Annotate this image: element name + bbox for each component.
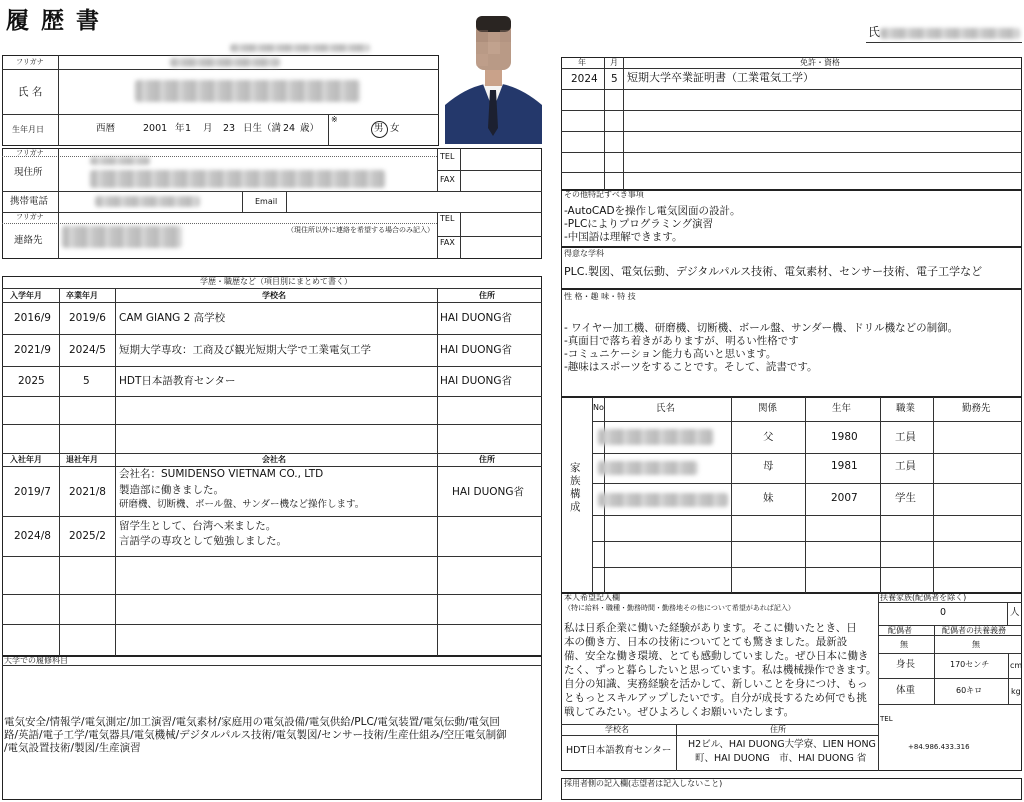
document-title: 履 歴 書 [6,8,102,34]
gender-male: 男 [374,123,384,134]
year-unit: 年 [175,123,185,134]
edu-row1-start: 2016/9 [14,312,51,324]
school-address-line1: H2ビル、HAI DUONG大学寮、LIEN HONG [688,739,876,750]
dependents-count: 0 [940,607,947,618]
name-label: 氏 名 [18,86,43,98]
family-header-year: 生年 [832,403,852,414]
blurred-address [90,170,385,188]
family-row2-relation: 母 [763,460,774,472]
school-address-label: 住所 [770,725,786,734]
email-label: Email [255,197,278,206]
family-row3-year: 2007 [831,492,858,504]
edu-row3-start: 2025 [18,375,45,387]
family-header-relation: 関係 [758,403,778,414]
blurred-name [135,80,360,102]
address-fax-label: FAX [440,175,455,184]
work-header-end: 退社年月 [66,455,98,464]
work-row2-start: 2024/8 [14,530,51,542]
special-line1: -AutoCADを操作し電気図面の設計。 [564,205,741,217]
work-row1-line2: 製造部に働きました。 [119,484,224,496]
work-row2-line2: 言語学の専攻として勉強しました。 [119,535,287,547]
family-row3-job: 学生 [895,492,916,504]
spouse-value: 無 [900,640,908,649]
wishes-line5: 自分の知識、実務経験を活かして、新しいことを身につけ、もっ [564,678,868,690]
name-header-label: 氏 [868,25,881,39]
edu-row1-school: CAM GIANG 2 高学校 [119,312,226,324]
gender-female: 女 [390,123,400,134]
work-row1-line3: 研磨機、切断機、ボール盤、サンダー機など操作します。 [119,499,365,510]
special-title: その他特記すべき事項 [564,190,644,199]
month-unit: 月 [203,123,213,134]
personality-line2: -真面目で落ち着きがありますが、明るい性格です [564,335,799,347]
personality-line3: -コミュニケーション能力も高いと思います。 [564,348,777,360]
special-line2: -PLCによりプログラミング演習 [564,218,714,230]
furigana-label: フリガナ [16,58,44,66]
height-unit: cm [1010,661,1023,670]
wishes-line3: 備、安全な働き環境、とても感動していました。ぜひ日本に働き [564,650,869,662]
work-row1-line1: 会社名：SUMIDENSO VIETNAM CO., LTD [119,468,324,480]
family-header-job: 職業 [896,403,916,414]
personality-line4: -趣味はスポーツをすることです。そして、読書です。 [564,361,818,373]
personality-line1: - ワイヤー加工機、研磨機、切断機、ボール盤、サンダー機、ドリル機などの制御。 [564,322,959,334]
family-row1-relation: 父 [763,431,774,443]
dependents-tel-label: TEL [880,715,893,723]
weight-unit: kg [1011,687,1021,696]
subjects-text: PLC.製図、電気伝動、デジタルパルス技術、電気素材、センサー技術、電子工学など [564,265,983,278]
work-row2-line1: 留学生として、台湾へ来ました。 [119,520,277,532]
license-row1-month: 5 [611,73,618,85]
contact-label: 連絡先 [14,235,43,246]
height-value: 170センチ [950,660,990,669]
edu-header-end: 卒業年月 [66,291,98,300]
work-header-company: 会社名 [262,455,286,464]
spouse-label: 配偶者 [888,626,912,635]
applicant-photo [445,10,542,144]
dob-day: 23 [223,123,236,134]
work-header-start: 入社年月 [10,455,42,464]
edu-row3-school: HDT日本語教育センター [119,375,236,387]
work-row2-end: 2025/2 [69,530,106,542]
family-header-workplace: 勤務先 [962,403,991,414]
edu-row2-start: 2021/9 [14,344,51,356]
blurred-address-furigana [90,157,150,165]
license-header-year: 年 [578,58,586,67]
weight-value: 60キロ [956,686,983,695]
blurred-family-2 [598,461,698,475]
family-row1-job: 工員 [895,431,916,443]
work-row1-start: 2019/7 [14,486,51,498]
license-row1-year: 2024 [571,73,598,85]
blurred-name-header [880,28,1020,39]
dependents-unit: 人 [1010,607,1020,618]
edu-header-start: 入学年月 [10,291,42,300]
contact-note: （現住所以外に連絡を希望する場合のみ記入） [287,226,434,234]
address-furigana-label: フリガナ [16,149,44,157]
height-label: 身長 [896,659,916,670]
wishes-line7: 戦してみたい。ぜひよろしくお願いいたします。 [564,706,795,718]
special-line3: -中国語は理解できます。 [564,231,683,243]
edu-row3-end: 5 [83,375,90,387]
contact-tel-label: TEL [440,214,455,223]
subjects-title: 得意な学科 [564,249,604,258]
edu-row1-end: 2019/6 [69,312,106,324]
weight-label: 体重 [896,685,916,696]
dob-label: 生年月日 [12,125,44,134]
family-row1-year: 1980 [831,431,858,443]
family-row2-job: 工員 [895,460,916,472]
edu-row1-address: HAI DUONG省 [440,312,513,324]
address-label: 現住所 [14,167,43,178]
blurred-furigana [170,58,280,67]
courses-line2: 路/英語/電子工学/電気器具/電気機械/デジタルパルス技術/電気製図/センサー技術/生産仕組み/空圧電気制御 [4,729,507,741]
work-header-address: 住所 [479,455,495,464]
edu-header-address: 住所 [479,291,495,300]
blurred-date [230,44,370,52]
family-row2-year: 1981 [831,460,858,472]
edu-header-school: 学校名 [262,291,286,300]
license-header-month: 月 [610,58,618,67]
contact-fax-label: FAX [440,238,455,247]
day-age: 日生（満 [243,123,282,134]
family-side-label: 家 族 構 成 [570,462,581,513]
license-row1-name: 短期大学卒業証明書（工業電気工学） [627,71,814,84]
courses-line1: 電気安全/情報学/電気測定/加工演習/電気素材/家庭用の電気設備/電気供給/PLC/電気装置/電気伝動/電気回 [4,716,500,728]
edu-row2-address: HAI DUONG省 [440,344,513,356]
edu-row3-address: HAI DUONG省 [440,375,513,387]
school-label: 学校名 [605,725,629,734]
wishes-line1: 私は日系企業に働いた経験があります。そこに働いたとき、日 [564,622,857,634]
family-header-no: No [593,403,604,412]
school-name: HDT日本語教育センター [566,745,672,756]
work-row1-address: HAI DUONG省 [452,486,525,498]
school-address-line2: 町、HAI DUONG 市、HAI DUONG 省 [695,753,867,764]
mobile-label: 携帯電話 [10,196,49,207]
work-row1-end: 2021/8 [69,486,106,498]
personality-title: 性 格・趣 味・特 技 [564,292,636,301]
blurred-family-3 [598,493,728,507]
dependents-title: 扶養家族(配偶者を除く) [880,593,967,602]
family-row3-relation: 妹 [763,492,774,504]
age-unit: 歳） [300,123,320,134]
license-header-name: 免許・資格 [800,58,840,67]
dob-year: 2001 [143,123,168,134]
blurred-family-1 [598,429,713,445]
history-section-title: 学歴・職歴など（項目別にまとめて書く） [200,277,352,286]
family-header-name: 氏名 [656,403,676,414]
blurred-contact [62,226,182,248]
wishes-line4: たく、ずっと暮らしたいと思っています。私は機械操作できます。 [564,664,877,676]
spouse-duty-label: 配偶者の扶養義務 [942,626,1006,635]
dob-month: 1 [185,123,192,134]
blurred-mobile [95,196,200,207]
edu-row2-school: 短期大学専攻：工商及び観光短期大学で工業電気工学 [119,344,371,356]
note-mark: ※ [331,115,338,124]
spouse-duty-value: 無 [972,640,980,649]
wishes-line2: 本の働き方、日本の技術についてとても驚きました。最新設 [564,636,848,648]
address-tel-label: TEL [440,152,455,161]
contact-furigana-label: フリガナ [16,213,44,221]
school-tel: +84.986.433.316 [908,743,970,751]
edu-row2-end: 2024/5 [69,344,106,356]
courses-line3: /電気設置技術/製図/生産演習 [4,742,141,754]
courses-title: 大学での履修科目 [4,656,68,665]
recruiter-title: 採用者側の記入欄(志望者は記入しないこと) [564,779,723,788]
dob-era: 西暦 [96,123,116,134]
age: 24 [283,123,296,134]
wishes-line6: ともっとスキルアップしたいです。自分が成長するため何でも挑 [564,692,867,704]
wishes-title: 本人希望記入欄 [564,593,620,602]
wishes-subtitle: （特に給料・職種・勤務時間・勤務地その他について希望があれば記入） [564,604,795,612]
